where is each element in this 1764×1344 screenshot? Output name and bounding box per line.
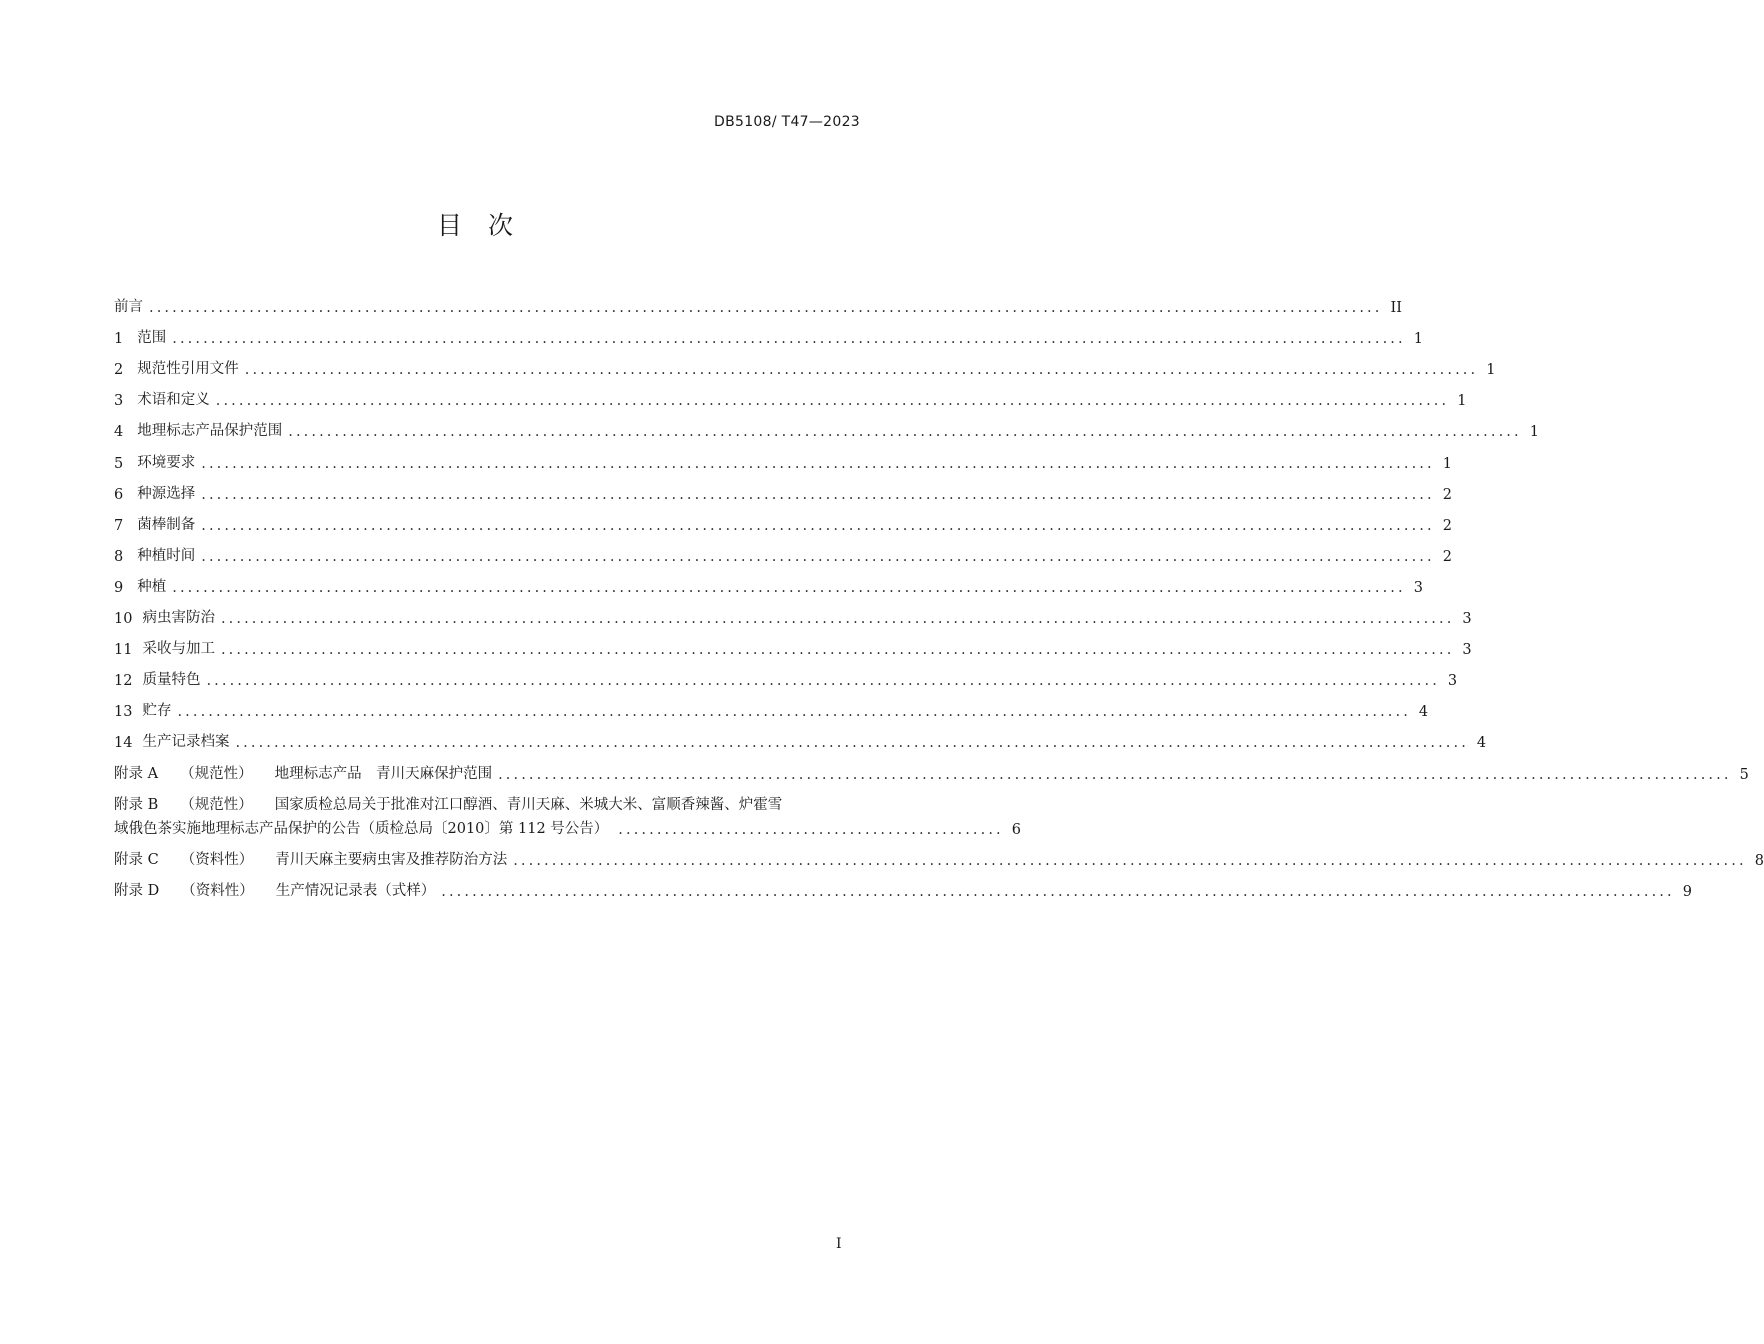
appendix-type: （规范性） <box>180 796 253 813</box>
dot-leader <box>498 767 1731 783</box>
toc-entry-title: 地理标志产品保护范围 <box>137 423 283 440</box>
toc-entry-page: 2 <box>1442 486 1452 503</box>
dot-leader <box>149 300 1382 316</box>
dot-leader <box>201 518 1434 534</box>
toc-entry-1[interactable] <box>114 316 1423 348</box>
appendix-title: 生产情况记录表（式样） <box>275 882 436 899</box>
toc-entry-title: 术语和定义 <box>137 392 210 409</box>
dot-leader <box>172 580 1405 596</box>
toc-entry-number: 10 <box>114 611 133 628</box>
dot-leader <box>201 456 1434 472</box>
page-number: I <box>836 1236 842 1252</box>
toc-entry-page: 4 <box>1476 735 1487 752</box>
dot-leader <box>206 673 1439 689</box>
appendix-label: 附录 B <box>114 796 159 813</box>
dot-leader <box>201 549 1434 565</box>
toc-entry-number: 6 <box>114 486 124 503</box>
toc-entry-title: 种源选择 <box>137 485 196 502</box>
dot-leader <box>172 331 1405 347</box>
appendix-type: （规范性） <box>180 765 253 782</box>
dot-leader <box>235 735 1468 751</box>
toc-entry-3[interactable] <box>114 378 1467 410</box>
toc-appendix-d[interactable] <box>114 869 1692 900</box>
toc-entry-page: 3 <box>1462 611 1472 628</box>
toc-entry-page: 2 <box>1442 517 1452 534</box>
toc-entry-7[interactable] <box>114 503 1452 534</box>
toc-entry-page: 1 <box>1413 331 1423 348</box>
toc-entry-11[interactable] <box>114 627 1472 659</box>
toc-entry-14[interactable] <box>114 720 1487 752</box>
dot-leader: .................................................. <box>618 821 1004 838</box>
dot-leader <box>216 393 1449 409</box>
appendix-title: 地理标志产品 青川天麻保护范围 <box>274 765 493 782</box>
toc-entry-page: 1 <box>1457 393 1467 410</box>
table-of-contents <box>114 285 1764 900</box>
toc-entry-number: 3 <box>114 393 124 410</box>
document-code: DB5108/ T47—2023 <box>714 114 860 130</box>
toc-entry-9[interactable] <box>114 565 1423 596</box>
toc-entry-5[interactable] <box>114 440 1452 472</box>
appendix-page: 5 <box>1739 766 1749 783</box>
appendix-label: 附录 C <box>114 851 159 868</box>
toc-entry-13[interactable] <box>114 689 1429 721</box>
toc-entry-8[interactable] <box>114 534 1452 565</box>
toc-entry-number: 2 <box>114 362 124 379</box>
toc-entry-2[interactable] <box>114 347 1496 379</box>
dot-leader <box>177 704 1410 720</box>
toc-entry-title: 生产记录档案 <box>142 734 230 751</box>
appendix-title-line1: 国家质检总局关于批准对江口醇酒、青川天麻、米城大米、富顺香辣酱、炉霍雪 <box>274 796 783 813</box>
toc-entry-preface[interactable] <box>114 285 1402 317</box>
page-title: 目次 <box>436 211 539 240</box>
appendix-page: 9 <box>1682 883 1692 900</box>
toc-entry-page: 3 <box>1413 579 1423 596</box>
toc-entry-number: 12 <box>114 673 133 690</box>
appendix-label: 附录 A <box>114 765 159 782</box>
toc-entry-number: 13 <box>114 704 133 721</box>
toc-entry-title: 采收与加工 <box>142 641 215 658</box>
toc-entry-number: 8 <box>114 548 124 565</box>
toc-appendix-a[interactable] <box>114 751 1749 783</box>
toc-entry-title: 菌棒制备 <box>137 516 196 533</box>
appendix-type: （资料性） <box>180 851 254 868</box>
dot-leader <box>513 853 1746 869</box>
toc-entry-title: 病虫害防治 <box>142 610 215 627</box>
toc-entry-number: 7 <box>114 517 124 534</box>
toc-entry-title: 质量特色 <box>142 672 201 689</box>
toc-entry-page: 4 <box>1418 704 1429 721</box>
toc-entry-page: 1 <box>1486 362 1496 379</box>
toc-entry-title: 种植时间 <box>137 547 196 564</box>
dot-leader <box>201 487 1434 503</box>
appendix-title: 青川天麻主要病虫害及推荐防治方法 <box>275 851 508 868</box>
toc-entry-title: 环境要求 <box>137 454 196 471</box>
toc-entry-number: 14 <box>114 735 133 752</box>
toc-entry-page: 1 <box>1442 455 1452 472</box>
dot-leader <box>441 884 1674 900</box>
appendix-title-line2: 域俄色茶实施地理标志产品保护的公告（质检总局〔2010〕第 112 号公告） <box>114 820 609 837</box>
toc-entry-number: 9 <box>114 579 124 596</box>
toc-entry-page: 3 <box>1447 673 1458 690</box>
toc-entry-number: 1 <box>114 331 124 348</box>
toc-appendix-b[interactable] <box>114 783 1021 838</box>
appendix-page: 6 <box>1011 821 1021 838</box>
toc-entry-page: 1 <box>1529 424 1539 441</box>
dot-leader <box>288 424 1521 440</box>
toc-entry-number: 11 <box>114 642 133 659</box>
toc-entry-10[interactable] <box>114 596 1472 628</box>
appendix-type: （资料性） <box>181 882 254 899</box>
toc-entry-title: 贮存 <box>142 703 172 720</box>
dot-leader <box>221 642 1454 658</box>
dot-leader <box>221 611 1454 627</box>
dot-leader <box>245 362 1478 378</box>
toc-entry-page: 2 <box>1442 548 1452 565</box>
toc-entry-number: 5 <box>114 455 124 472</box>
toc-entry-page: 3 <box>1462 642 1472 659</box>
toc-entry-title: 种植 <box>137 578 167 595</box>
toc-entry-title: 范围 <box>137 330 167 347</box>
toc-entry-title: 规范性引用文件 <box>137 361 239 378</box>
appendix-label: 附录 D <box>114 882 160 899</box>
toc-entry-6[interactable] <box>114 472 1452 503</box>
toc-entry-number: 4 <box>114 424 124 441</box>
toc-entry-12[interactable] <box>114 658 1458 690</box>
appendix-page: 8 <box>1754 852 1764 869</box>
toc-appendix-c[interactable] <box>114 838 1764 869</box>
toc-entry-4[interactable] <box>114 409 1539 441</box>
toc-entry-title: 前言 <box>114 299 143 316</box>
toc-entry-page: II <box>1390 300 1402 317</box>
